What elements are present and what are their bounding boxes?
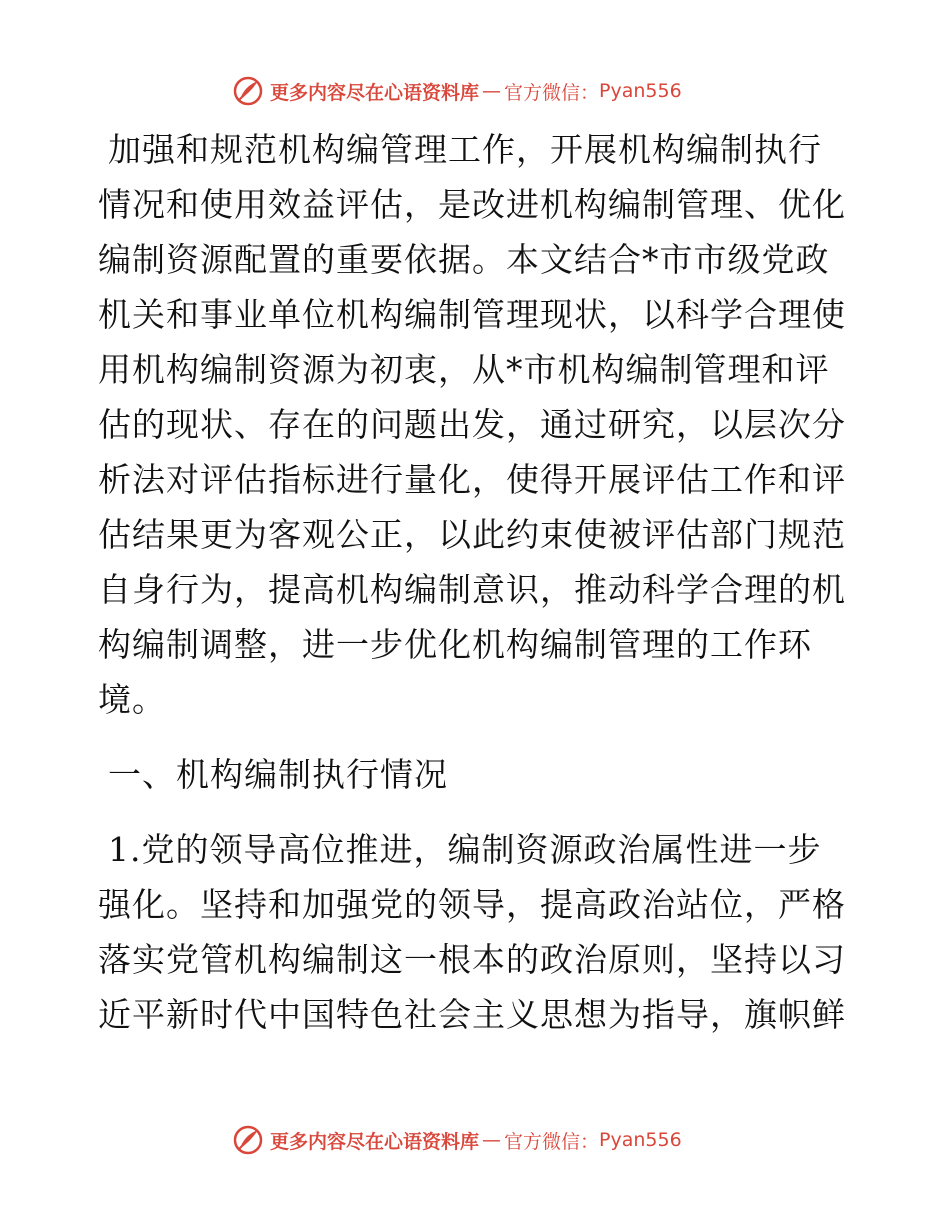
- watermark-dash: —: [482, 80, 502, 102]
- watermark-main-text: 更多内容尽在心语资料库: [270, 1130, 480, 1153]
- text-line: 估的现状、存在的问题出发，通过研究，以层次分: [98, 405, 846, 444]
- watermark-dash: —: [482, 1129, 502, 1151]
- text-line: 加强和规范机构编管理工作，开展机构编制执行: [108, 130, 822, 169]
- watermark-wechat-id: Pyan556: [599, 1129, 682, 1151]
- text-line: 情况和使用效益评估，是改进机构编制管理、优化: [98, 185, 846, 224]
- quill-logo-icon: [232, 75, 264, 107]
- document-body: [98, 122, 858, 1042]
- text-line: 析法对评估指标进行量化，使得开展评估工作和评: [98, 460, 846, 499]
- text-line: 用机构编制资源为初衷，从*市机构编制管理和评: [98, 350, 830, 389]
- watermark-main-text: 更多内容尽在心语资料库: [270, 81, 480, 104]
- paragraph-section-1: [98, 822, 858, 1042]
- paragraph-intro: [98, 122, 858, 727]
- text-line: 近平新时代中国特色社会主义思想为指导，旗帜鲜: [98, 995, 846, 1034]
- watermark-header: [232, 74, 682, 108]
- text-line: 编制资源配置的重要依据。本文结合*市市级党政: [98, 240, 830, 279]
- watermark-wechat-id: Pyan556: [599, 80, 682, 102]
- text-line: 自身行为，提高机构编制意识，推动科学合理的机: [98, 570, 846, 609]
- watermark-footer: [232, 1123, 682, 1157]
- watermark-sub-text: 官方微信：: [504, 1130, 600, 1153]
- text-line: 落实党管机构编制这一根本的政治原则，坚持以习: [98, 940, 846, 979]
- quill-logo-icon: [232, 1124, 264, 1156]
- text-line: 估结果更为客观公正，以此约束使被评估部门规范: [98, 515, 846, 554]
- text-line: 机关和事业单位机构编制管理现状，以科学合理使: [98, 295, 846, 334]
- text-line: 强化。坚持和加强党的领导，提高政治站位，严格: [98, 885, 846, 924]
- text-line: 境。: [98, 680, 166, 719]
- text-line: 构编制调整，进一步优化机构编制管理的工作环: [98, 625, 812, 664]
- watermark-sub-text: 官方微信：: [504, 81, 600, 104]
- section-heading: 一、机构编制执行情况: [108, 755, 448, 794]
- text-line: 1.党的领导高位推进，编制资源政治属性进一步: [108, 830, 822, 869]
